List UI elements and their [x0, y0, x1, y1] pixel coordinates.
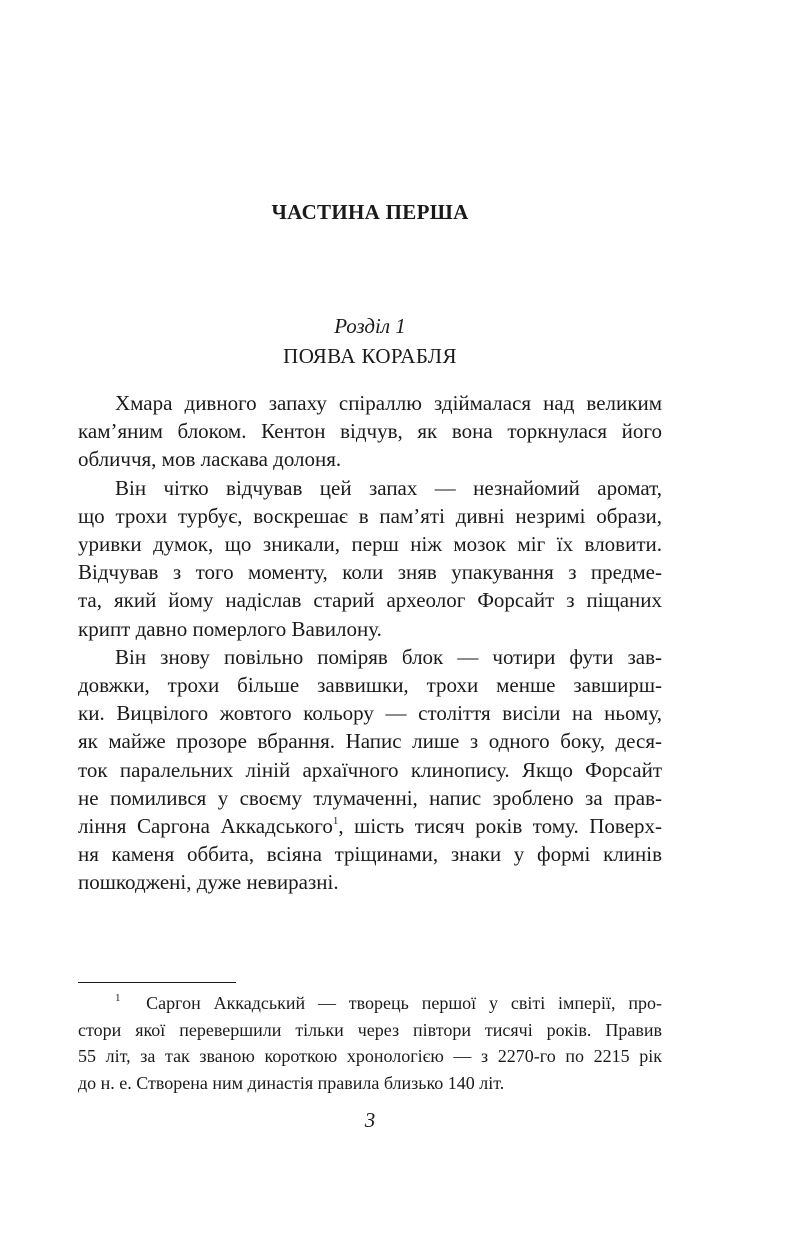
footnote-line: до н. е. Створена ним династія правила близько 140 літ.	[78, 1072, 505, 1093]
text-line: обличчя, мов ласкава долоня.	[78, 447, 342, 472]
text-line: пошкоджені, дуже невиразні.	[78, 870, 339, 895]
text-line: Відчував з того моменту, коли зняв упакування з предме-	[78, 560, 662, 585]
text-fragment: ління Саргона Аккадського	[78, 814, 333, 839]
footnote	[78, 990, 662, 1096]
text-line: Він чітко відчував цей запах — незнайомий аромат,	[115, 475, 662, 500]
page-number: 3	[364, 1108, 376, 1132]
text-line-with-footnote	[78, 812, 662, 840]
text-line: ки. Вицвілого жовтого кольору — століття висіли на ньому,	[78, 701, 662, 726]
footnote-line: 55 літ, за так званою короткою хронологією — з 2270-го по 2215 рік	[78, 1046, 662, 1066]
text-line: не помилився у своєму тлумаченні, напис зроблено за прав-	[78, 785, 662, 810]
body-text	[78, 389, 662, 897]
footnote-marker: 1	[115, 992, 121, 1004]
footnote-line	[78, 990, 662, 1017]
text-line: кам’яним блоком. Кентон відчув, як вона торкнулася його	[78, 419, 662, 444]
footnote-text: Саргон Аккадський — творець першої у світі імперії, про-	[146, 993, 663, 1013]
text-line: довжки, трохи більше заввишки, трохи менше завширш-	[78, 673, 662, 698]
text-line: та, який йому надіслав старий археолог Форсайт з піщаних	[78, 588, 662, 613]
text-line: ня каменя оббита, всіяна тріщинами, знаки у формі клинів	[78, 842, 662, 867]
text-line: ток паралельних ліній архаїчного клинопису. Якщо Форсайт	[78, 757, 662, 782]
footnote-divider	[78, 982, 236, 983]
text-line: Хмара дивного запаху спіраллю здіймалася над великим	[115, 391, 662, 415]
chapter-label: Розділ 1	[334, 314, 406, 338]
text-fragment: , шість тисяч років тому. Поверх-	[338, 814, 663, 839]
part-title: ЧАСТИНА ПЕРША	[271, 200, 469, 224]
text-line: крипт давно померлого Вавилону.	[78, 616, 382, 641]
text-line: що трохи турбує, воскрешає в пам’яті дивні незримі образи,	[78, 503, 662, 528]
footnote-reference[interactable]: 1	[332, 815, 339, 828]
chapter-title: ПОЯВА КОРАБЛЯ	[283, 344, 457, 368]
text-line: як майже прозоре вбрання. Напис лише з одного боку, деся-	[78, 729, 662, 754]
footnote-line: стори якої перевершили тільки через півтори тисячі років. Правив	[78, 1019, 662, 1040]
text-line: уривки думок, що зникали, перш ніж мозок міг їх вловити.	[78, 532, 662, 557]
text-line: Він знову повільно поміряв блок — чотири фути зав-	[115, 644, 662, 669]
